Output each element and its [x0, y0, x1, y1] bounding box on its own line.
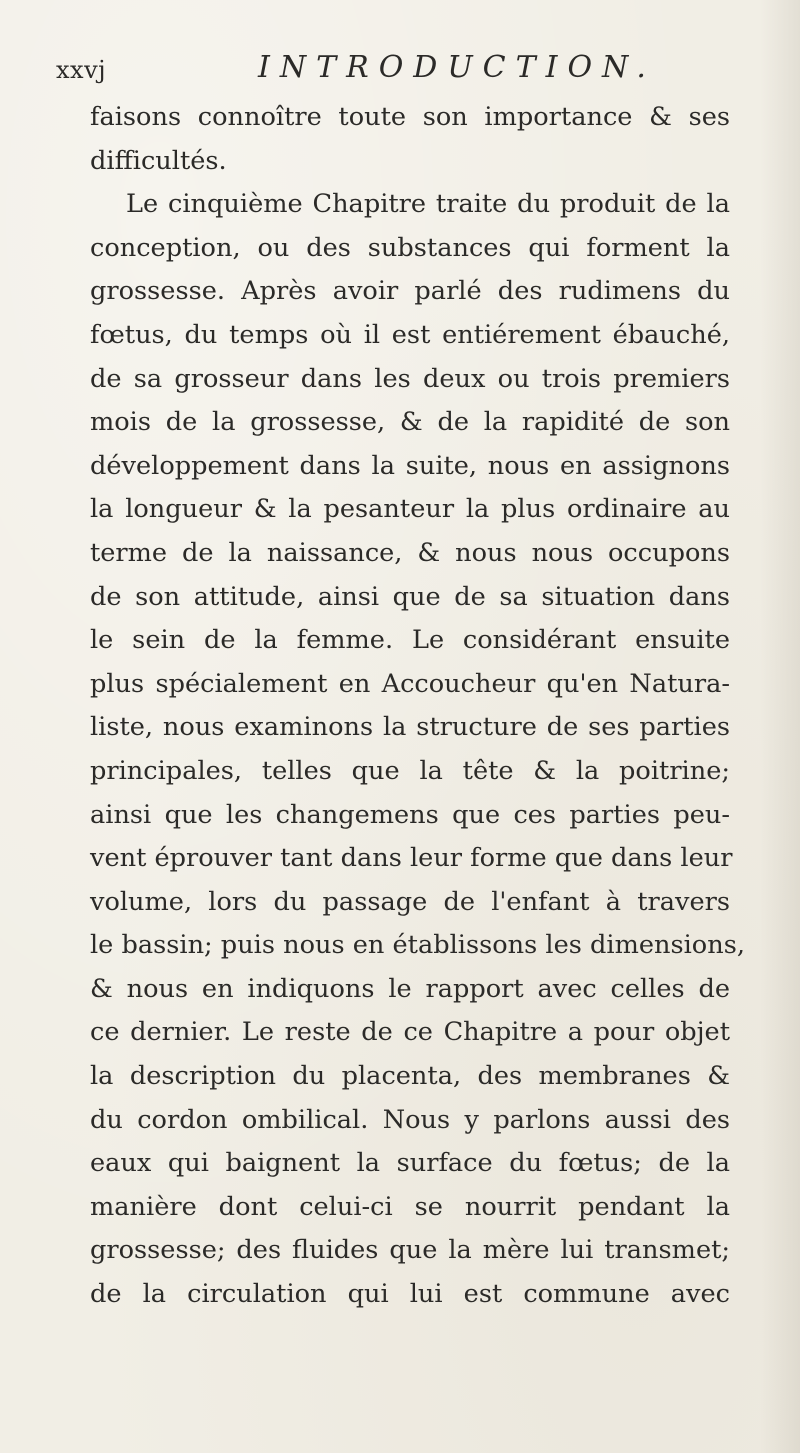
text-line: du cordon ombilical. Nous y parlons aussi des [90, 1104, 730, 1135]
page-edge-shadow [760, 0, 800, 1453]
text-line: de sa grosseur dans les deux ou trois premiers [90, 363, 730, 394]
text-line: la description du placenta, des membranes & [90, 1061, 730, 1092]
text-line: grossesse. Après avoir parlé des rudimens du [90, 276, 730, 307]
text-line: développement dans la suite, nous en assignons [90, 450, 730, 481]
text-line: Le cinquième Chapitre traite du produit de la [126, 189, 730, 220]
body-text [90, 96, 745, 1317]
text-line: & nous en indiquons le rapport avec celles de [90, 973, 730, 1004]
text-line: de la circulation qui lui est commune avec [90, 1279, 730, 1310]
text-line: vent éprouver tant dans leur forme que dans leur [90, 843, 733, 874]
text-line: liste, nous examinons la structure de ses parties [90, 712, 730, 743]
text-line: terme de la naissance, & nous nous occupons [90, 537, 730, 568]
text-line: grossesse; des fluides que la mère lui transmet; [90, 1235, 730, 1266]
text-line: faisons connoître toute son importance & ses [90, 102, 730, 132]
text-line: le sein de la femme. Le considérant ensuite [90, 625, 730, 656]
text-line: fœtus, du temps où il est entiérement ébauché, [90, 319, 730, 350]
text-line: principales, telles que la tête & la poitrine; [90, 755, 730, 786]
text-line: eaux qui baignent la surface du fœtus; de la [90, 1148, 730, 1179]
page-number: xxvj [56, 56, 107, 84]
text-line: conception, ou des substances qui forment la [90, 232, 730, 263]
text-line: volume, lors du passage de l'enfant à travers [90, 886, 730, 917]
running-title: INTRODUCTION. [258, 50, 656, 85]
text-line: manière dont celui-ci se nourrit pendant la [90, 1191, 730, 1222]
text-line: le bassin; puis nous en établissons les dimensions, [90, 930, 745, 961]
text-line: mois de la grossesse, & de la rapidité de son [90, 407, 730, 438]
text-line: plus spécialement en Accoucheur qu'en Natura- [90, 668, 730, 699]
text-line: ce dernier. Le reste de ce Chapitre a pour objet [90, 1017, 730, 1048]
text-line: de son attitude, ainsi que de sa situation dans [90, 581, 730, 612]
text-line: ainsi que les changemens que ces parties peu- [90, 799, 730, 830]
text-line: difficultés. [90, 145, 227, 176]
text-line: la longueur & la pesanteur la plus ordinaire au [90, 494, 730, 525]
page-header [56, 50, 696, 90]
